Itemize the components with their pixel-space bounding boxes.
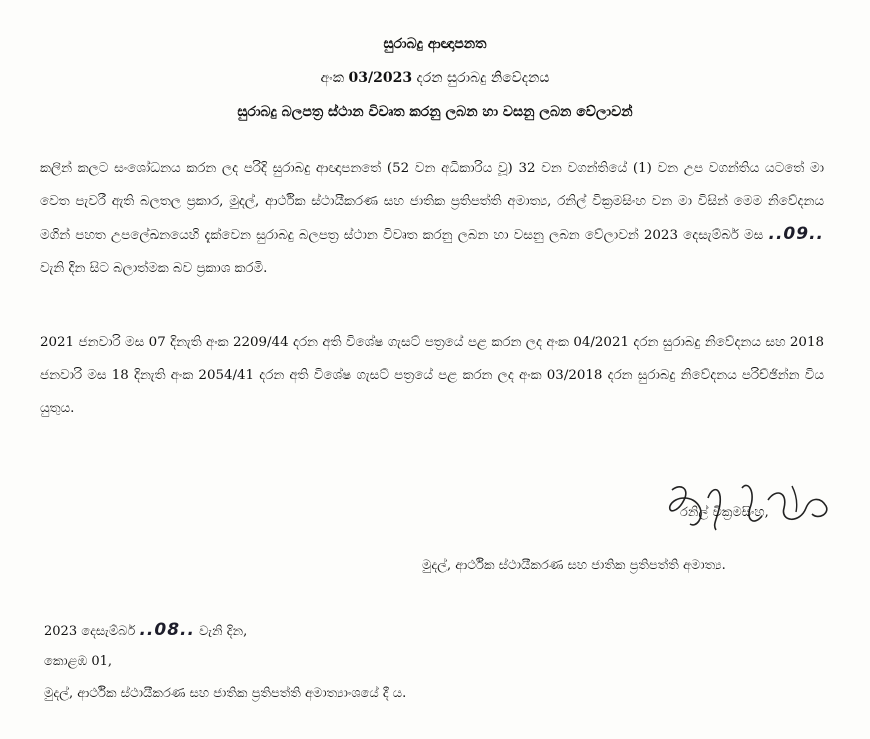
issue-place: කොළඹ 01,	[44, 654, 113, 669]
paragraph-rescission: 2021 ජනවාරි මස 07 දිනැති අංක 2209/44 දරන අති විශේෂ ගැසට් පත්‍රයේ පළ කරන ලද අංක 04/2021 දරන සුරාබදු නිවේදනය සහ 2018 ජනවාරි මස 18 දිනැති අංක 2054/41 දරන අති විශේෂ ගැසට් පත්‍රයේ පළ කරන ලද අංක 03/2018 දරන සුරාබදු නිවේදනය පරිච්ඡින්න විය යුතුය.	[40, 335, 824, 416]
handwritten-issue-day: ..08..	[139, 620, 195, 640]
issue-date	[44, 620, 247, 640]
notice-number-heading	[0, 70, 870, 86]
document-title: සුරාබදු ආඥාපනත	[383, 36, 487, 52]
handwritten-effective-day: ..09..	[768, 224, 824, 244]
paragraph-declaration	[40, 152, 824, 285]
notice-subject: සුරාබදු බලපත්‍ර ස්ථාන විවෘත කරනු ලබන හා වසනු ලබන වේලාවන්	[237, 104, 633, 120]
declaration-text-end: වැනි දින සිට බලාත්මක බව ප්‍රකාශ කරමි.	[40, 261, 268, 276]
notice-suffix: දරන සුරාබදු නිවේදනය	[416, 70, 550, 86]
notice-prefix: අංක	[320, 70, 345, 86]
signer-name: රනිල් වික්‍රමසිංහ,	[680, 505, 769, 520]
notice-number: 03/2023	[348, 70, 413, 86]
declaration-text-start: කලින් කලට සංශෝධනය කරන ලද පරිදි සුරාබදු ආඥාපනතේ (52 වන අධිකාරිය වූ) 32 වන වගන්තියේ (1) වන උප වගන්තිය යටතේ මා වෙත පැවරී ඇති බලතල ප්‍රකාර, මුදල්, ආර්ථික ස්ථායීකරණ සහ ජාතික ප්‍රතිපත්ති අමාත්‍ය, රනිල් වික්‍රමසිංහ වන මා විසින් මෙම නිවේදනය මගින් පහත උපලේඛනයෙහි දැක්වෙන සුරාබදු බලපත්‍ර ස්ථාන විවෘත කරනු ලබන හා වසනු ලබන වේලාවන් 2023 දෙසැම්බර් මස	[40, 161, 824, 243]
date-prefix: 2023 දෙසැම්බර්	[44, 624, 140, 639]
issuing-ministry: මුදල්, ආර්ථික ස්ථායීකරණ සහ ජාතික ප්‍රතිපත්ති අමාත්‍යාංශයේ දී ය.	[44, 686, 407, 701]
date-suffix: වැනි දින,	[194, 624, 248, 639]
signer-title: මුදල්, ආර්ථික ස්ථායීකරණ සහ ජාතික ප්‍රතිපත්ති අමාත්‍ය.	[422, 558, 726, 573]
